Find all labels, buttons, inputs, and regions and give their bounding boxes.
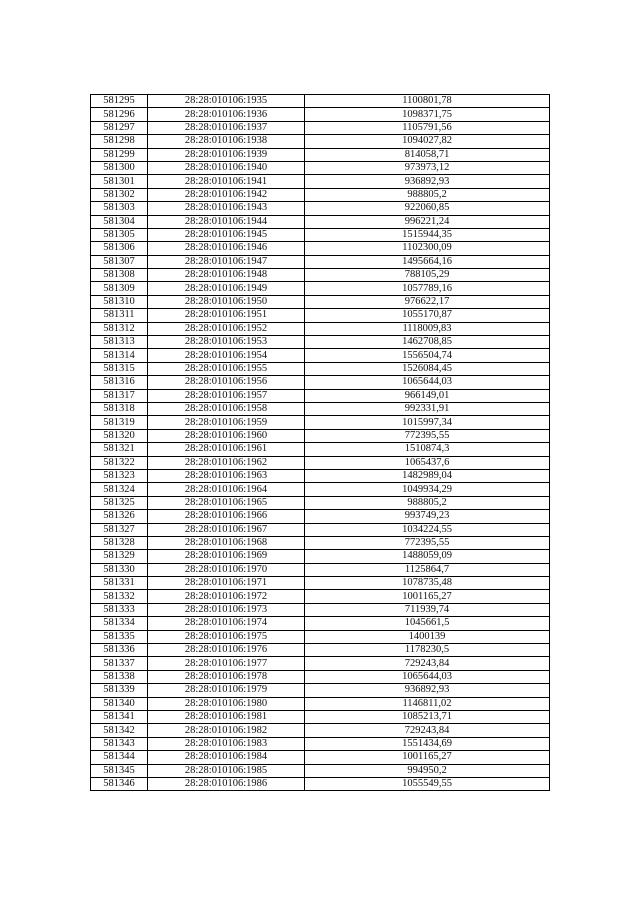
cadastral-number-cell: 28:28:010106:1941 [148,175,305,188]
value-cell: 1118009,83 [305,322,550,335]
row-id-cell: 581302 [91,188,148,201]
row-id-cell: 581317 [91,389,148,402]
table-row [91,202,550,215]
value-cell: 1078735,48 [305,577,550,590]
row-id-cell: 581310 [91,295,148,308]
value-cell: 1495664,16 [305,255,550,268]
row-id-cell: 581308 [91,269,148,282]
table-body [91,95,550,791]
row-id-cell: 581346 [91,777,148,790]
cadastral-number-cell: 28:28:010106:1948 [148,269,305,282]
row-id-cell: 581331 [91,577,148,590]
value-cell: 922060,85 [305,202,550,215]
value-cell: 1551434,69 [305,737,550,750]
cadastral-number-cell: 28:28:010106:1937 [148,121,305,134]
table-row [91,684,550,697]
row-id-cell: 581301 [91,175,148,188]
table-row [91,402,550,415]
cadastral-number-cell: 28:28:010106:1943 [148,202,305,215]
table-row [91,121,550,134]
value-cell: 988805,2 [305,188,550,201]
row-id-cell: 581322 [91,456,148,469]
cadastral-number-cell: 28:28:010106:1965 [148,496,305,509]
table-row [91,336,550,349]
value-cell: 1105791,56 [305,121,550,134]
row-id-cell: 581326 [91,510,148,523]
value-cell: 996221,24 [305,215,550,228]
table-row [91,376,550,389]
row-id-cell: 581312 [91,322,148,335]
row-id-cell: 581306 [91,242,148,255]
cadastral-number-cell: 28:28:010106:1985 [148,764,305,777]
row-id-cell: 581297 [91,121,148,134]
row-id-cell: 581319 [91,416,148,429]
cadastral-number-cell: 28:28:010106:1936 [148,108,305,121]
table-row [91,590,550,603]
table-row [91,536,550,549]
row-id-cell: 581339 [91,684,148,697]
value-cell: 814058,71 [305,148,550,161]
value-cell: 1125864,7 [305,563,550,576]
value-cell: 994950,2 [305,764,550,777]
cadastral-number-cell: 28:28:010106:1974 [148,617,305,630]
value-cell: 1515944,35 [305,228,550,241]
table-row [91,550,550,563]
row-id-cell: 581318 [91,402,148,415]
table-row [91,389,550,402]
cadastral-number-cell: 28:28:010106:1950 [148,295,305,308]
table-row [91,603,550,616]
cadastral-number-cell: 28:28:010106:1960 [148,429,305,442]
row-id-cell: 581325 [91,496,148,509]
value-cell: 1400139 [305,630,550,643]
value-cell: 729243,84 [305,724,550,737]
row-id-cell: 581295 [91,95,148,108]
value-cell: 936892,93 [305,175,550,188]
value-cell: 936892,93 [305,684,550,697]
cadastral-number-cell: 28:28:010106:1944 [148,215,305,228]
table-row [91,670,550,683]
table-row [91,282,550,295]
table-row [91,523,550,536]
row-id-cell: 581337 [91,657,148,670]
cadastral-number-cell: 28:28:010106:1945 [148,228,305,241]
cadastral-number-cell: 28:28:010106:1975 [148,630,305,643]
value-cell: 1065437,6 [305,456,550,469]
row-id-cell: 581296 [91,108,148,121]
table-row [91,764,550,777]
value-cell: 1462708,85 [305,336,550,349]
value-cell: 976622,17 [305,295,550,308]
table-row [91,295,550,308]
row-id-cell: 581333 [91,603,148,616]
table-row [91,563,550,576]
row-id-cell: 581332 [91,590,148,603]
cadastral-number-cell: 28:28:010106:1939 [148,148,305,161]
table-row [91,510,550,523]
row-id-cell: 581343 [91,737,148,750]
table-row [91,95,550,108]
cadastral-number-cell: 28:28:010106:1959 [148,416,305,429]
value-cell: 1065644,03 [305,376,550,389]
row-id-cell: 581340 [91,697,148,710]
value-cell: 1146811,02 [305,697,550,710]
cadastral-number-cell: 28:28:010106:1947 [148,255,305,268]
cadastral-number-cell: 28:28:010106:1966 [148,510,305,523]
row-id-cell: 581304 [91,215,148,228]
table-row [91,751,550,764]
cadastral-number-cell: 28:28:010106:1946 [148,242,305,255]
value-cell: 1001165,27 [305,751,550,764]
table-row [91,135,550,148]
value-cell: 1034224,55 [305,523,550,536]
value-cell: 772395,55 [305,536,550,549]
value-cell: 1098371,75 [305,108,550,121]
row-id-cell: 581313 [91,336,148,349]
cadastral-number-cell: 28:28:010106:1983 [148,737,305,750]
value-cell: 1015997,34 [305,416,550,429]
row-id-cell: 581307 [91,255,148,268]
value-cell: 1085213,71 [305,710,550,723]
cadastral-number-cell: 28:28:010106:1940 [148,161,305,174]
cadastral-number-cell: 28:28:010106:1952 [148,322,305,335]
row-id-cell: 581305 [91,228,148,241]
table-row [91,724,550,737]
cadastral-number-cell: 28:28:010106:1978 [148,670,305,683]
cadastral-number-cell: 28:28:010106:1979 [148,684,305,697]
data-table [90,94,550,791]
cadastral-number-cell: 28:28:010106:1962 [148,456,305,469]
value-cell: 729243,84 [305,657,550,670]
row-id-cell: 581336 [91,644,148,657]
row-id-cell: 581328 [91,536,148,549]
cadastral-number-cell: 28:28:010106:1980 [148,697,305,710]
value-cell: 993749,23 [305,510,550,523]
table-row [91,697,550,710]
value-cell: 992331,91 [305,402,550,415]
row-id-cell: 581311 [91,309,148,322]
table-row [91,188,550,201]
table-row [91,255,550,268]
row-id-cell: 581334 [91,617,148,630]
row-id-cell: 581299 [91,148,148,161]
table-row [91,429,550,442]
value-cell: 1094027,82 [305,135,550,148]
row-id-cell: 581345 [91,764,148,777]
table-row [91,456,550,469]
value-cell: 772395,55 [305,429,550,442]
row-id-cell: 581316 [91,376,148,389]
row-id-cell: 581314 [91,349,148,362]
row-id-cell: 581309 [91,282,148,295]
value-cell: 788105,29 [305,269,550,282]
cadastral-number-cell: 28:28:010106:1970 [148,563,305,576]
table-row [91,710,550,723]
cadastral-number-cell: 28:28:010106:1971 [148,577,305,590]
cadastral-number-cell: 28:28:010106:1955 [148,362,305,375]
table-row [91,777,550,790]
table-row [91,362,550,375]
value-cell: 1055170,87 [305,309,550,322]
value-cell: 1510874,3 [305,443,550,456]
table-row [91,161,550,174]
table-row [91,657,550,670]
cadastral-number-cell: 28:28:010106:1977 [148,657,305,670]
cadastral-number-cell: 28:28:010106:1984 [148,751,305,764]
cadastral-number-cell: 28:28:010106:1949 [148,282,305,295]
table-row [91,483,550,496]
value-cell: 988805,2 [305,496,550,509]
row-id-cell: 581344 [91,751,148,764]
cadastral-number-cell: 28:28:010106:1976 [148,644,305,657]
table-row [91,108,550,121]
row-id-cell: 581298 [91,135,148,148]
cadastral-number-cell: 28:28:010106:1954 [148,349,305,362]
row-id-cell: 581300 [91,161,148,174]
table-row [91,469,550,482]
table-row [91,349,550,362]
row-id-cell: 581329 [91,550,148,563]
cadastral-number-cell: 28:28:010106:1961 [148,443,305,456]
row-id-cell: 581338 [91,670,148,683]
cadastral-number-cell: 28:28:010106:1935 [148,95,305,108]
table-row [91,148,550,161]
cadastral-number-cell: 28:28:010106:1981 [148,710,305,723]
cadastral-number-cell: 28:28:010106:1953 [148,336,305,349]
value-cell: 1049934,29 [305,483,550,496]
value-cell: 1178230,5 [305,644,550,657]
value-cell: 966149,01 [305,389,550,402]
cadastral-number-cell: 28:28:010106:1951 [148,309,305,322]
row-id-cell: 581315 [91,362,148,375]
row-id-cell: 581320 [91,429,148,442]
value-cell: 1001165,27 [305,590,550,603]
cadastral-number-cell: 28:28:010106:1963 [148,469,305,482]
value-cell: 1556504,74 [305,349,550,362]
table-row [91,737,550,750]
row-id-cell: 581327 [91,523,148,536]
cadastral-number-cell: 28:28:010106:1973 [148,603,305,616]
cadastral-number-cell: 28:28:010106:1967 [148,523,305,536]
table-row [91,269,550,282]
row-id-cell: 581324 [91,483,148,496]
row-id-cell: 581342 [91,724,148,737]
table-row [91,617,550,630]
row-id-cell: 581321 [91,443,148,456]
cadastral-number-cell: 28:28:010106:1982 [148,724,305,737]
row-id-cell: 581330 [91,563,148,576]
cadastral-number-cell: 28:28:010106:1956 [148,376,305,389]
table-row [91,215,550,228]
table-row [91,175,550,188]
value-cell: 1057789,16 [305,282,550,295]
cadastral-number-cell: 28:28:010106:1958 [148,402,305,415]
table-row [91,443,550,456]
table-row [91,228,550,241]
value-cell: 1055549,55 [305,777,550,790]
table-row [91,644,550,657]
cadastral-number-cell: 28:28:010106:1957 [148,389,305,402]
value-cell: 973973,12 [305,161,550,174]
row-id-cell: 581323 [91,469,148,482]
cadastral-number-cell: 28:28:010106:1969 [148,550,305,563]
value-cell: 1488059,09 [305,550,550,563]
value-cell: 1100801,78 [305,95,550,108]
value-cell: 711939,74 [305,603,550,616]
cadastral-number-cell: 28:28:010106:1986 [148,777,305,790]
value-cell: 1482989,04 [305,469,550,482]
cadastral-number-cell: 28:28:010106:1942 [148,188,305,201]
value-cell: 1065644,03 [305,670,550,683]
table-row [91,242,550,255]
cadastral-number-cell: 28:28:010106:1968 [148,536,305,549]
table-row [91,630,550,643]
table-row [91,496,550,509]
row-id-cell: 581335 [91,630,148,643]
value-cell: 1526084,45 [305,362,550,375]
cadastral-number-cell: 28:28:010106:1964 [148,483,305,496]
row-id-cell: 581341 [91,710,148,723]
row-id-cell: 581303 [91,202,148,215]
value-cell: 1102300,09 [305,242,550,255]
table-row [91,577,550,590]
table-row [91,322,550,335]
cadastral-number-cell: 28:28:010106:1972 [148,590,305,603]
table-row [91,416,550,429]
cadastral-number-cell: 28:28:010106:1938 [148,135,305,148]
table-row [91,309,550,322]
value-cell: 1045661,5 [305,617,550,630]
